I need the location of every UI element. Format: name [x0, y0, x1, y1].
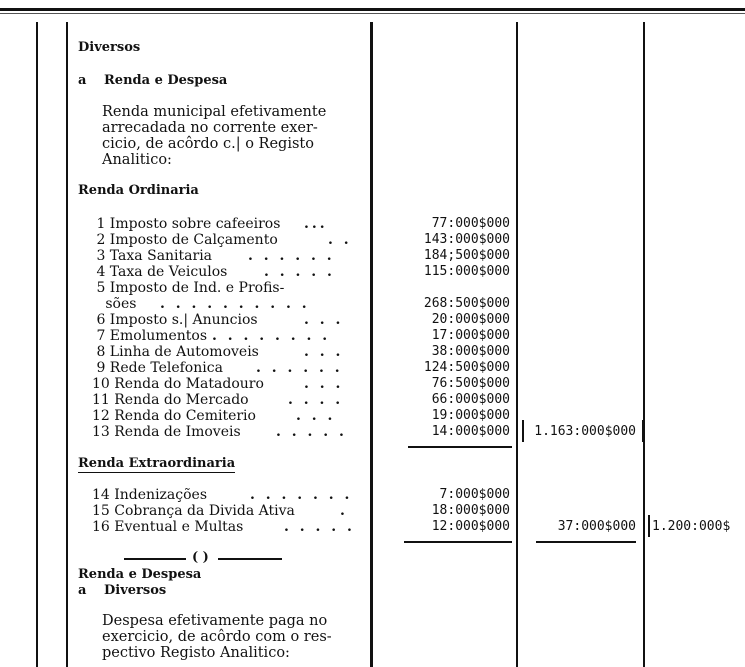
heading-renda-ordinaria: Renda Ordinaria	[78, 183, 199, 198]
intro-line-3: cicio, de acôrdo c.| o Registo	[102, 136, 314, 152]
list-item-value: 12:000$000	[431, 519, 510, 534]
heading-renda-e-despesa: Renda e Despesa	[78, 567, 202, 582]
top-rule-thin	[0, 13, 745, 14]
list-item-value: 19:000$000	[431, 408, 510, 423]
column-line-total	[643, 22, 645, 667]
separator-rule-right	[218, 558, 282, 560]
list-item-label: sões	[92, 296, 137, 312]
list-item-value: 18:000$000	[431, 503, 510, 518]
list-item-value: 184;500$000	[423, 248, 510, 263]
separator-mark: ( )	[192, 550, 209, 565]
list-item-value: 77:000$000	[431, 216, 510, 231]
list-item-label: 6 Imposto s.| Anuncios	[92, 312, 258, 328]
leader-dots: . . .	[304, 312, 344, 328]
list-item-value: 124:500$000	[423, 360, 510, 375]
list-item-value: 14:000$000	[431, 424, 510, 439]
list-item-label: 13 Renda de Imoveis	[92, 424, 241, 440]
leader-dots: . . .	[304, 376, 344, 392]
heading-renda-despesa: Renda e Despesa	[104, 73, 228, 88]
heading-renda-extraordinaria: Renda Extraordinaria	[78, 456, 236, 471]
separator-rule-left	[124, 558, 186, 560]
leader-dots: .	[340, 503, 348, 519]
list-item-label: 12 Renda do Cemiterio	[92, 408, 256, 424]
leader-dots: . . . . .	[284, 519, 355, 535]
leader-dots: . . . .	[288, 392, 344, 408]
list-item-label: 10 Renda do Matadouro	[92, 376, 264, 392]
intro-line-4: Analitico:	[102, 152, 172, 168]
leader-dots: . . . . .	[264, 264, 335, 280]
intro-line-2: arrecadada no corrente exer-	[102, 120, 318, 136]
list-item-value: 143:000$000	[423, 232, 510, 247]
list-item-label: 14 Indenizações	[92, 487, 208, 503]
list-item-value: 76:500$000	[431, 376, 510, 391]
sum-rule-extra	[404, 541, 512, 543]
leader-dots: . . . . .	[276, 424, 347, 440]
list-item-label: 11 Renda do Mercado	[92, 392, 249, 408]
leader-dots: . . .	[304, 344, 344, 360]
column-line-subtotal	[516, 22, 518, 667]
leader-dots: ...	[304, 216, 328, 232]
column-line-text	[66, 22, 68, 667]
leader-dots: . . . . . . . . . .	[160, 296, 310, 312]
top-rule	[0, 8, 745, 11]
list-item-label: 8 Linha de Automoveis	[92, 344, 259, 360]
list-item-value: 38:000$000	[431, 344, 510, 359]
list-item-label: 15 Cobrança da Divida Ativa	[92, 503, 295, 519]
heading-diversos: Diversos	[78, 40, 141, 55]
extra-total: 37:000$000	[557, 519, 636, 534]
heading-a-diversos: Diversos	[104, 583, 167, 598]
list-item-value: 7:000$000	[439, 487, 510, 502]
sum-rule-ordinary	[408, 446, 512, 448]
list-item-label: 1 Imposto sobre cafeeiros	[92, 216, 281, 232]
leader-dots: . . . . . . . .	[212, 328, 331, 344]
list-item-value: 115:000$000	[423, 264, 510, 279]
column-line-left	[36, 22, 38, 667]
closing-line-3: pectivo Registo Analitico:	[102, 645, 290, 661]
heading-prefix-a: a	[78, 73, 87, 88]
intro-line-1: Renda municipal efetivamente	[102, 104, 327, 120]
list-item-label: 5 Imposto de Ind. e Profis-	[92, 280, 285, 296]
leader-dots: . . . . . .	[248, 248, 335, 264]
list-item-value: 66:000$000	[431, 392, 510, 407]
leader-dots: . . . . . . .	[250, 487, 353, 503]
heading-prefix-a-2: a	[78, 583, 87, 598]
leader-dots: . . .	[296, 408, 336, 424]
list-item-label: 4 Taxa de Veiculos	[92, 264, 228, 280]
closing-line-2: exercicio, de acôrdo com o res-	[102, 629, 332, 645]
list-item-label: 7 Emolumentos	[92, 328, 208, 344]
list-item-label: 16 Eventual e Multas	[92, 519, 244, 535]
closing-line-1: Despesa efetivamente paga no	[102, 613, 328, 629]
ordinary-total: 1.163:000$000	[534, 424, 636, 439]
list-item-label: 2 Imposto de Calçamento	[92, 232, 278, 248]
list-item-label: 3 Taxa Sanitaria	[92, 248, 213, 264]
list-item-label: 9 Rede Telefonica	[92, 360, 223, 376]
grand-total: 1.200:000$	[652, 519, 731, 534]
list-item-value: 20:000$000	[431, 312, 510, 327]
list-item-value: 268:500$000	[423, 296, 510, 311]
column-line-amount	[370, 22, 373, 667]
list-item-value: 17:000$000	[431, 328, 510, 343]
leader-dots: . . . . . .	[256, 360, 343, 376]
sum-rule-subtotal	[536, 541, 636, 543]
leader-dots: . .	[328, 232, 352, 248]
